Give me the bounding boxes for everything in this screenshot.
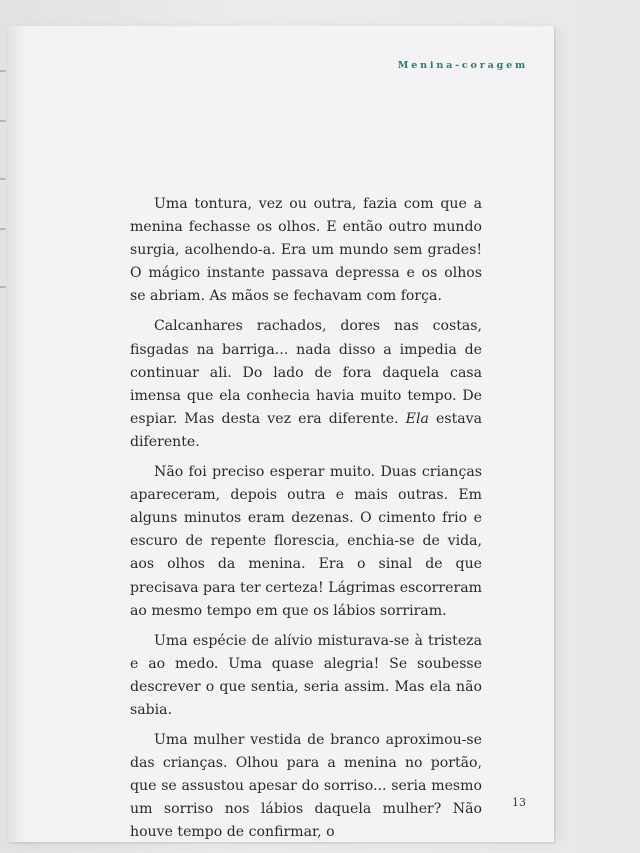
binding-mark [0,70,6,72]
paragraph-text: estava diferente. [130,410,482,450]
paragraph-text: Uma tontura, vez ou outra, fazia com que a menina fechasse os olhos. E então outro mundo surgia, acolhendo-a. Era um mundo sem grades! O mágico instante passava depressa e os olhos se abriam. As mãos se fechavam com força. [130,196,482,305]
paragraph-5 [130,729,482,844]
paragraph-4 [130,630,482,722]
binding-mark [0,120,6,122]
paragraph-2 [130,315,482,454]
paragraph-text: Não foi preciso esperar muito. Duas crianças apareceram, depois outra e mais outras. Em alguns minutos eram dezenas. O cimento frio e escuro de repente florescia, enchia-se de vida, aos olhos da menina. Era o sinal de que precisava para ter certeza! Lágrimas escorreram ao mesmo tempo em que os lábios sorriram. [130,464,482,619]
binding-mark [0,178,6,180]
paragraph-text: Uma mulher vestida de branco aproximou-se das crianças. Olhou para a menina no portão, que se assustou apesar do sorriso... seria mesmo um sorriso nos lábios daquela mulher? Não houve tempo de confirmar, o [130,732,482,841]
paragraph-1 [130,193,482,308]
paragraph-text: Uma espécie de alívio misturava-se à tristeza e ao medo. Uma quase alegria! Se soubesse descrever o que sentia, seria assim. Mas ela não sabia. [130,632,482,718]
page-number: 13 [512,796,526,809]
binding-mark [0,286,6,288]
running-head: Menina-coragem [397,60,528,71]
paragraph-text: Calcanhares rachados, dores nas costas, fisgadas na barriga... nada disso a impedia de continuar ali. Do lado de fora daquela casa imensa que ela conhecia havia muito tempo. De espiar. Mas desta vez era diferente. [130,318,482,427]
binding-mark [0,228,6,230]
paragraph-3 [130,461,482,623]
book-page [8,26,554,842]
emphasis-text: Ela [405,410,429,427]
body-text [130,193,482,852]
